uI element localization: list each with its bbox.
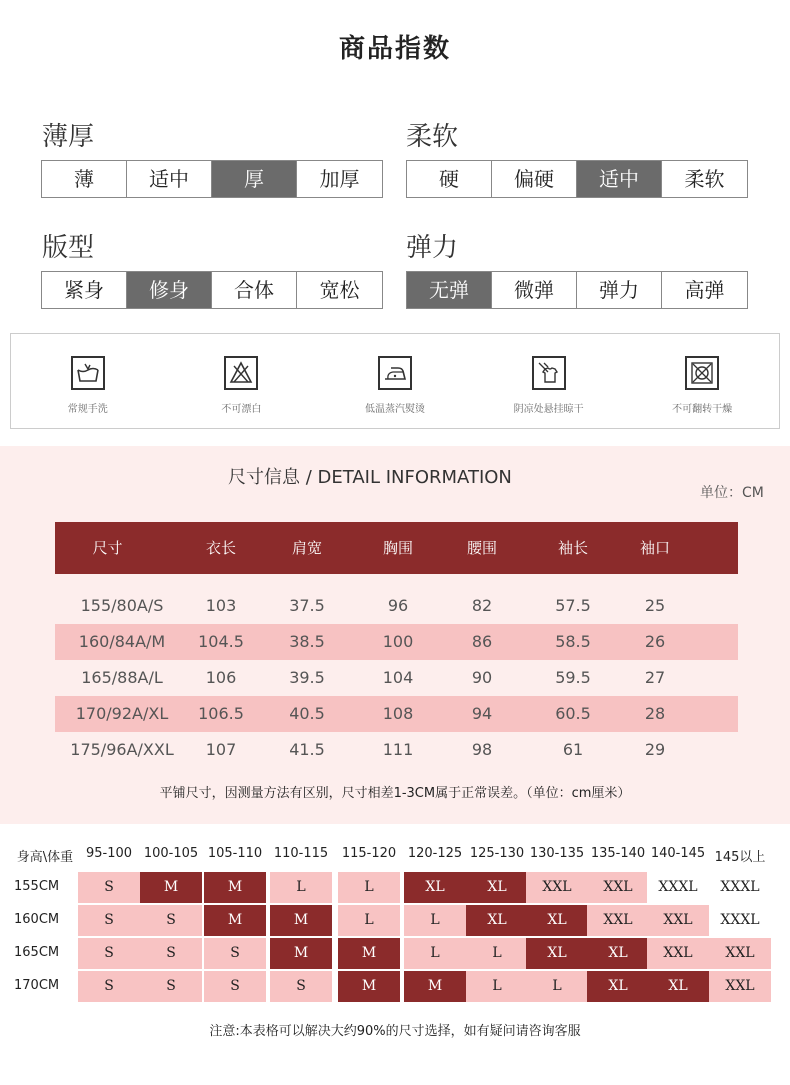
- size-table-cell: 108: [382, 704, 414, 723]
- grid-size-cell: S: [78, 971, 140, 1002]
- care-label: 低温蒸汽熨烫: [364, 404, 425, 415]
- size-table-cell: 39.5: [289, 668, 325, 687]
- grid-size-cell: XL: [587, 971, 649, 1002]
- size-table-cell: 59.5: [555, 668, 591, 687]
- no-bleach-icon: [224, 356, 258, 390]
- care-item: [171, 334, 311, 415]
- grid-size-cell: L: [466, 938, 528, 969]
- grid-weight-header: 135-140: [590, 846, 646, 861]
- header-cell: 衣长: [205, 539, 236, 557]
- size-table-cell: 107: [205, 740, 237, 759]
- thickness-option-selected: 厚: [212, 161, 297, 197]
- grid-size-cell: M: [338, 971, 400, 1002]
- size-table-cell: 61: [562, 740, 584, 759]
- size-table-cell: 94: [471, 704, 493, 723]
- size-table-cell: 104: [382, 668, 414, 687]
- size-table-cell: 160/84A/M: [78, 632, 166, 651]
- size-table-row: [55, 624, 738, 660]
- softness-option: 偏硬: [492, 161, 577, 197]
- thickness-scale: [41, 160, 383, 198]
- grid-size-cell: XL: [466, 872, 528, 903]
- grid-size-cell: XL: [587, 938, 649, 969]
- size-table-cell: 58.5: [555, 632, 591, 651]
- grid-size-cell: L: [404, 905, 466, 936]
- size-table-header: [55, 522, 738, 574]
- size-table-cell: 86: [471, 632, 493, 651]
- size-table-cell: 27: [644, 668, 666, 687]
- grid-weight-header: 95-100: [85, 846, 133, 861]
- size-table-cell: 103: [205, 596, 237, 615]
- care-item: [479, 334, 619, 415]
- grid-weight-header: 115-120: [341, 846, 397, 861]
- header-cell: 腰围: [466, 539, 497, 557]
- size-table-cell: 41.5: [289, 740, 325, 759]
- grid-weight-header: 140-145: [650, 846, 706, 861]
- size-info-title: 尺寸信息 / DETAIL INFORMATION: [228, 467, 512, 488]
- grid-size-cell: S: [78, 905, 140, 936]
- shade-hang-dry-icon: [532, 356, 566, 390]
- size-table-cell: 165/88A/L: [81, 668, 163, 687]
- grid-size-cell: S: [78, 938, 140, 969]
- grid-size-cell: XXXL: [709, 872, 771, 903]
- care-instructions: [10, 333, 780, 429]
- size-table-row: [55, 660, 738, 696]
- size-note: 平铺尺寸，因测量方法有区别，尺寸相差1-3CM属于正常误差。（单位：cm厘米）: [159, 786, 631, 801]
- header-cell: 尺寸: [92, 539, 123, 557]
- grid-size-cell: S: [78, 872, 140, 903]
- header-cell: 胸围: [382, 539, 413, 557]
- attr-label-thickness: 薄厚: [42, 122, 95, 152]
- grid-corner-label: 身高\体重: [16, 850, 74, 865]
- grid-size-cell: M: [270, 938, 332, 969]
- unit-label: 单位：CM: [700, 485, 764, 501]
- elasticity-option: 微弹: [492, 272, 577, 308]
- size-table-cell: 90: [471, 668, 493, 687]
- size-table-cell: 106: [205, 668, 237, 687]
- size-table-cell: 100: [382, 632, 414, 651]
- grid-size-cell: XXL: [647, 938, 709, 969]
- grid-weight-header: 125-130: [469, 846, 525, 861]
- size-table-cell: 37.5: [289, 596, 325, 615]
- grid-size-cell: S: [140, 971, 202, 1002]
- care-label: 不可漂白: [221, 404, 262, 415]
- size-table-row: [55, 588, 738, 624]
- size-table-cell: 106.5: [198, 704, 244, 723]
- size-table-cell: 175/96A/XXL: [70, 740, 174, 759]
- size-table-cell: 96: [387, 596, 409, 615]
- grid-size-cell: M: [404, 971, 466, 1002]
- care-label: 阴凉处悬挂晾干: [513, 404, 584, 415]
- grid-height-label: 165CM: [14, 945, 60, 960]
- care-label: 不可翻转干燥: [672, 404, 733, 415]
- grid-size-cell: XXL: [587, 872, 649, 903]
- header-cell: 袖口: [639, 539, 670, 557]
- thickness-option: 加厚: [319, 167, 360, 191]
- grid-size-cell: L: [338, 905, 400, 936]
- thickness-option: 薄: [42, 161, 127, 197]
- grid-size-cell: S: [140, 938, 202, 969]
- grid-size-cell: M: [204, 905, 266, 936]
- attr-label-elasticity: 弹力: [406, 233, 459, 263]
- elasticity-option-selected: 无弹: [407, 272, 492, 308]
- size-table-row: [55, 696, 738, 732]
- header-cell: 袖长: [557, 539, 588, 557]
- size-table-cell: 111: [382, 740, 414, 759]
- grid-size-cell: XXXL: [647, 872, 709, 903]
- grid-height-label: 160CM: [14, 912, 60, 927]
- fit-option: 宽松: [319, 278, 360, 302]
- grid-size-cell: XXL: [709, 971, 771, 1002]
- grid-height-label: 170CM: [14, 978, 60, 993]
- grid-size-cell: L: [466, 971, 528, 1002]
- size-table-cell: 98: [471, 740, 493, 759]
- thickness-option: 适中: [127, 161, 212, 197]
- size-table-cell: 38.5: [289, 632, 325, 651]
- grid-size-cell: XL: [466, 905, 528, 936]
- grid-size-cell: M: [270, 905, 332, 936]
- grid-size-cell: L: [404, 938, 466, 969]
- grid-size-cell: M: [140, 872, 202, 903]
- grid-size-cell: M: [338, 938, 400, 969]
- grid-size-cell: L: [270, 872, 332, 903]
- hand-wash-icon: [71, 356, 105, 390]
- grid-weight-header: 145以上: [714, 850, 766, 865]
- elasticity-option: 弹力: [577, 272, 662, 308]
- fit-scale: [41, 271, 383, 309]
- grid-weight-header: 110-115: [273, 846, 329, 861]
- attr-label-softness: 柔软: [406, 122, 459, 152]
- grid-size-cell: XL: [404, 872, 466, 903]
- grid-note: 注意:本表格可以解决大约90%的尺寸选择，如有疑问请咨询客服: [209, 1024, 581, 1039]
- grid-size-cell: XXL: [647, 905, 709, 936]
- grid-size-cell: M: [204, 872, 266, 903]
- grid-weight-header: 105-110: [207, 846, 263, 861]
- grid-size-cell: L: [526, 971, 588, 1002]
- attr-label-fit: 版型: [42, 233, 95, 263]
- size-table-cell: 25: [644, 596, 666, 615]
- softness-option-selected: 适中: [577, 161, 662, 197]
- size-table-cell: 60.5: [555, 704, 591, 723]
- size-table-cell: 57.5: [555, 596, 591, 615]
- size-table-cell: 26: [644, 632, 666, 651]
- size-table-row: [55, 732, 738, 768]
- grid-size-cell: XL: [526, 938, 588, 969]
- care-item: [632, 334, 772, 415]
- care-item: [18, 334, 158, 415]
- page-title: 商品指数: [338, 34, 451, 64]
- grid-size-cell: XXL: [709, 938, 771, 969]
- grid-size-cell: S: [140, 905, 202, 936]
- grid-height-label: 155CM: [14, 879, 60, 894]
- grid-size-cell: XL: [647, 971, 709, 1002]
- size-table-cell: 104.5: [198, 632, 244, 651]
- softness-option: 硬: [407, 161, 492, 197]
- header-cell: 肩宽: [291, 539, 322, 557]
- grid-size-cell: XXL: [526, 872, 588, 903]
- softness-option: 柔软: [684, 167, 725, 191]
- fit-option-selected: 修身: [127, 272, 212, 308]
- grid-size-cell: XXXL: [709, 905, 771, 936]
- fit-option: 合体: [212, 272, 297, 308]
- grid-size-cell: XL: [526, 905, 588, 936]
- low-iron-icon: [378, 356, 412, 390]
- grid-size-cell: S: [270, 971, 332, 1002]
- grid-weight-header: 100-105: [143, 846, 199, 861]
- softness-scale: [406, 160, 748, 198]
- size-table-cell: 155/80A/S: [80, 596, 164, 615]
- elasticity-scale: [406, 271, 748, 309]
- grid-size-cell: L: [338, 872, 400, 903]
- fit-option: 紧身: [42, 272, 127, 308]
- grid-weight-header: 120-125: [407, 846, 463, 861]
- size-table-cell: 28: [644, 704, 666, 723]
- grid-size-cell: S: [204, 971, 266, 1002]
- grid-size-cell: S: [204, 938, 266, 969]
- size-table-cell: 82: [471, 596, 493, 615]
- size-table-cell: 40.5: [289, 704, 325, 723]
- size-table-cell: 170/92A/XL: [75, 704, 169, 723]
- size-table-cell: 29: [644, 740, 666, 759]
- no-tumble-dry-icon: [685, 356, 719, 390]
- grid-weight-header: 130-135: [529, 846, 585, 861]
- care-item: [325, 334, 465, 415]
- care-label: 常规手洗: [67, 404, 108, 415]
- elasticity-option: 高弹: [684, 278, 725, 302]
- grid-size-cell: XXL: [587, 905, 649, 936]
